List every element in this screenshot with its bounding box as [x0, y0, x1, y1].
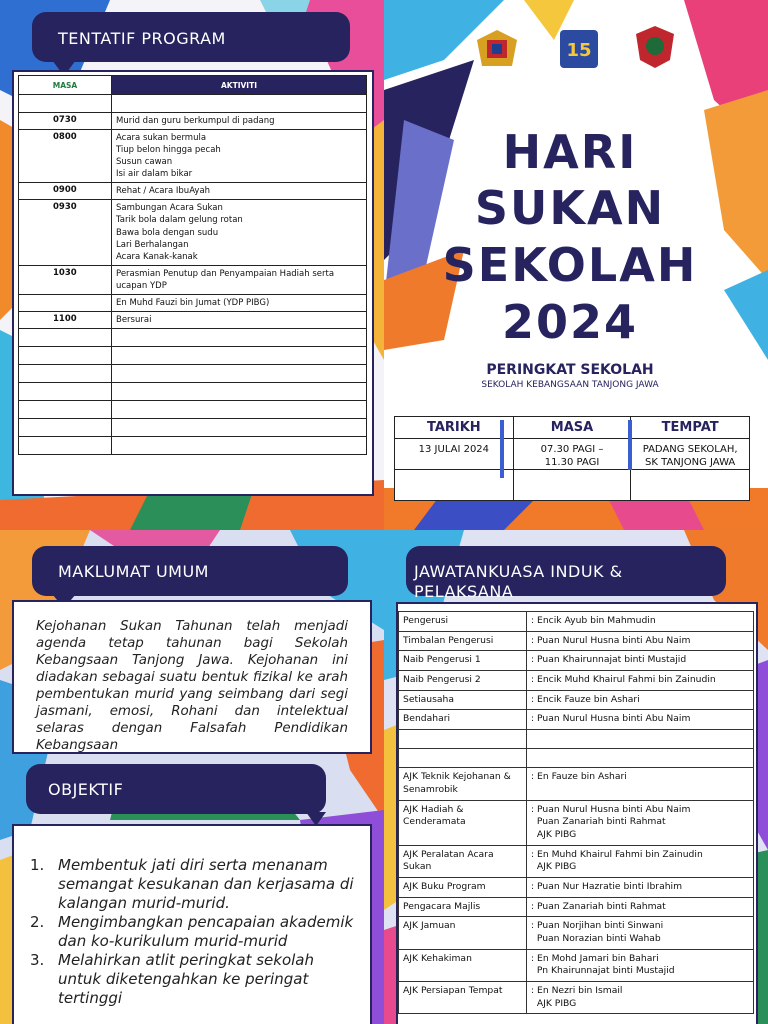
- objective-box: [12, 824, 372, 1024]
- committee-member: : En Nezri bin Ismail AJK PIBG: [527, 982, 754, 1014]
- committee-member: : Puan Zanariah binti Rahmat: [527, 897, 754, 917]
- committee-role: AJK Persiapan Tempat: [399, 982, 527, 1014]
- committee-member: : En Fauze bin Ashari: [527, 768, 754, 800]
- schedule-row: [19, 130, 367, 183]
- schedule-time: [19, 294, 112, 311]
- blank-cell: [395, 470, 514, 501]
- committee-heading-ribbon: [406, 546, 726, 601]
- schedule-time: [19, 418, 112, 436]
- coat-of-arms-logo: [472, 28, 522, 72]
- info-panel: [0, 530, 384, 1024]
- schedule-time: [19, 382, 112, 400]
- committee-role: AJK Hadiah & Cenderamata: [399, 800, 527, 845]
- committee-member: : Puan Khairunnajat binti Mustajid: [527, 651, 754, 671]
- schedule-activity: [112, 418, 367, 436]
- committee-member: : Encik Muhd Khairul Fahmi bin Zainudin: [527, 671, 754, 691]
- title-line-2: SUKAN: [474, 181, 666, 235]
- committee-heading: JAWATANKUASA INDUK & PELAKSANA: [414, 562, 623, 601]
- schedule-row: [19, 418, 367, 436]
- committee-row: [399, 710, 754, 730]
- committee-role: AJK Jamuan: [399, 917, 527, 949]
- schedule-activity: Sambungan Acara Sukan Tarik bola dalam gelung rotan Bawa bola dengan sudu Lari Berhalangan Acara Kanak-kanak: [112, 200, 367, 265]
- svg-text:15: 15: [566, 40, 592, 61]
- committee-role: Timbalan Pengerusi: [399, 631, 527, 651]
- committee-member: : Puan Nurul Husna binti Abu Naim: [527, 710, 754, 730]
- schedule-activity: Acara sukan bermula Tiup belon hingga pecah Susun cawan Isi air dalam bikar: [112, 130, 367, 183]
- objective-list: [30, 856, 356, 1008]
- value-masa: 07.30 PAGI – 11.30 PAGI: [513, 439, 631, 470]
- ministry-logo: [556, 26, 602, 72]
- header-tempat: TEMPAT: [631, 417, 750, 439]
- committee-row: [399, 897, 754, 917]
- schedule-activity: [112, 400, 367, 418]
- title-line-3: SEKOLAH: [442, 238, 698, 292]
- schedule-row: [19, 382, 367, 400]
- committee-role: AJK Buku Program: [399, 877, 527, 897]
- committee-member: : Puan Norjihan binti Sinwani Puan Norazian binti Wahab: [527, 917, 754, 949]
- committee-member: : Puan Nurul Husna binti Abu Naim Puan Zanariah binti Rahmat AJK PIBG: [527, 800, 754, 845]
- committee-row: [399, 949, 754, 981]
- schedule-panel: [0, 0, 384, 530]
- committee-member: : Puan Nur Hazratie binti Ibrahim: [527, 877, 754, 897]
- committee-role: [399, 730, 527, 749]
- objective-number: 1.: [30, 856, 45, 874]
- schedule-time: [19, 364, 112, 382]
- committee-member: : En Muhd Khairul Fahmi bin Zainudin AJK PIBG: [527, 845, 754, 877]
- title-year: 2024: [501, 295, 639, 349]
- committee-row: [399, 730, 754, 749]
- committee-role: Pengacara Majlis: [399, 897, 527, 917]
- schedule-activity: Murid dan guru berkumpul di padang: [112, 113, 367, 130]
- info-body-box: [12, 600, 372, 754]
- schedule-row: [19, 265, 367, 294]
- objective-item: [30, 913, 356, 951]
- schedule-row: [19, 436, 367, 454]
- objective-number: 2.: [30, 913, 45, 931]
- committee-row: [399, 749, 754, 768]
- schedule-table: [18, 75, 367, 455]
- value-tarikh: 13 JULAI 2024: [395, 439, 514, 470]
- objective-heading: OBJEKTIF: [48, 780, 124, 799]
- committee-row: [399, 612, 754, 632]
- schedule-activity: Perasmian Penutup dan Penyampaian Hadiah serta ucapan YDP: [112, 265, 367, 294]
- schedule-time: 0930: [19, 200, 112, 265]
- committee-row: [399, 982, 754, 1014]
- schedule-activity: [112, 436, 367, 454]
- committee-role: Naib Pengerusi 1: [399, 651, 527, 671]
- schedule-activity: Rehat / Acara IbuAyah: [112, 183, 367, 200]
- info-heading-ribbon: [32, 546, 348, 596]
- schedule-row: [19, 294, 367, 311]
- committee-row: [399, 690, 754, 710]
- committee-role: AJK Teknik Kejohanan & Senamrobik: [399, 768, 527, 800]
- column-header-masa: MASA: [19, 76, 112, 95]
- schedule-activity: [112, 382, 367, 400]
- school-crest-logo: [634, 24, 676, 70]
- schedule-time: 0800: [19, 130, 112, 183]
- committee-member: [527, 730, 754, 749]
- committee-row: [399, 651, 754, 671]
- info-heading: MAKLUMAT UMUM: [58, 562, 209, 581]
- divider-bar: [500, 420, 504, 478]
- schedule-row: [19, 200, 367, 265]
- schedule-row: [19, 183, 367, 200]
- schedule-row: [19, 400, 367, 418]
- committee-role: AJK Kehakiman: [399, 949, 527, 981]
- schedule-time: [19, 400, 112, 418]
- schedule-activity: En Muhd Fauzi bin Jumat (YDP PIBG): [112, 294, 367, 311]
- column-header-aktiviti: AKTIVITI: [112, 76, 367, 95]
- committee-row: [399, 768, 754, 800]
- schedule-row: [19, 364, 367, 382]
- schedule-time: 1030: [19, 265, 112, 294]
- objective-item: [30, 951, 356, 1008]
- schedule-time: [19, 436, 112, 454]
- schedule-activity: [112, 95, 367, 113]
- divider-bar: [628, 420, 632, 470]
- committee-member: : Puan Nurul Husna binti Abu Naim: [527, 631, 754, 651]
- schedule-time: [19, 95, 112, 113]
- schedule-heading-ribbon: [32, 12, 350, 62]
- event-info-table: [394, 416, 750, 501]
- committee-role: AJK Peralatan Acara Sukan: [399, 845, 527, 877]
- schedule-activity: [112, 364, 367, 382]
- schedule-row: [19, 328, 367, 346]
- committee-row: [399, 631, 754, 651]
- committee-row: [399, 671, 754, 691]
- committee-role: Pengerusi: [399, 612, 527, 632]
- schedule-row: [19, 95, 367, 113]
- blank-cell: [631, 470, 750, 501]
- objective-number: 3.: [30, 951, 45, 969]
- committee-table: [398, 611, 754, 1014]
- committee-row: [399, 917, 754, 949]
- schedule-row: [19, 113, 367, 130]
- committee-member: [527, 749, 754, 768]
- committee-member: : Encik Ayub bin Mahmudin: [527, 612, 754, 632]
- info-body: Kejohanan Sukan Tahunan telah menjadi agenda tetap tahunan bagi Sekolah Kebangsaan Tanjong Jawa. Kejohanan ini diadakan sebagai suatu bentuk fizikal ke arah pembentukan murid yang seimbang dari segi jasmani, emosi, Rohani dan intelektual selaras dengan Falsafah Pendidikan Kebangsaan: [36, 619, 348, 753]
- committee-role: Bendahari: [399, 710, 527, 730]
- value-tempat: PADANG SEKOLAH, SK TANJONG JAWA: [631, 439, 750, 470]
- committee-role: Setiausaha: [399, 690, 527, 710]
- objective-text: Membentuk jati diri serta menanam semangat kesukanan dan kerjasama di kalangan murid-murid.: [58, 856, 354, 912]
- objective-heading-ribbon: [26, 764, 326, 814]
- schedule-row: [19, 311, 367, 328]
- objective-item: [30, 856, 356, 913]
- header-masa: MASA: [513, 417, 631, 439]
- schedule-activity: [112, 346, 367, 364]
- committee-row: [399, 877, 754, 897]
- schedule-time: 0900: [19, 183, 112, 200]
- committee-role: [399, 749, 527, 768]
- school-name: SEKOLAH KEBANGSAAN TANJONG JAWA: [481, 380, 659, 390]
- schedule-time: 1100: [19, 311, 112, 328]
- schedule-activity: [112, 328, 367, 346]
- schedule-row: [19, 346, 367, 364]
- schedule-time: 0730: [19, 113, 112, 130]
- schedule-time: [19, 346, 112, 364]
- committee-row: [399, 845, 754, 877]
- committee-member: : Encik Fauze bin Ashari: [527, 690, 754, 710]
- objective-text: Melahirkan atlit peringkat sekolah untuk diketengahkan ke peringat tertinggi: [58, 951, 314, 1007]
- header-tarikh: TARIKH: [395, 417, 514, 439]
- schedule-activity: Bersurai: [112, 311, 367, 328]
- subtitle: PERINGKAT SEKOLAH: [486, 362, 654, 378]
- schedule-time: [19, 328, 112, 346]
- title-line-1: HARI: [502, 125, 638, 179]
- committee-member: : En Mohd Jamari bin Bahari Pn Khairunnajat binti Mustajid: [527, 949, 754, 981]
- schedule-heading: TENTATIF PROGRAM: [58, 29, 226, 48]
- committee-role: Naib Pengerusi 2: [399, 671, 527, 691]
- objective-text: Mengimbangkan pencapaian akademik dan ko-kurikulum murid-murid: [58, 913, 354, 950]
- committee-row: [399, 800, 754, 845]
- blank-cell: [513, 470, 631, 501]
